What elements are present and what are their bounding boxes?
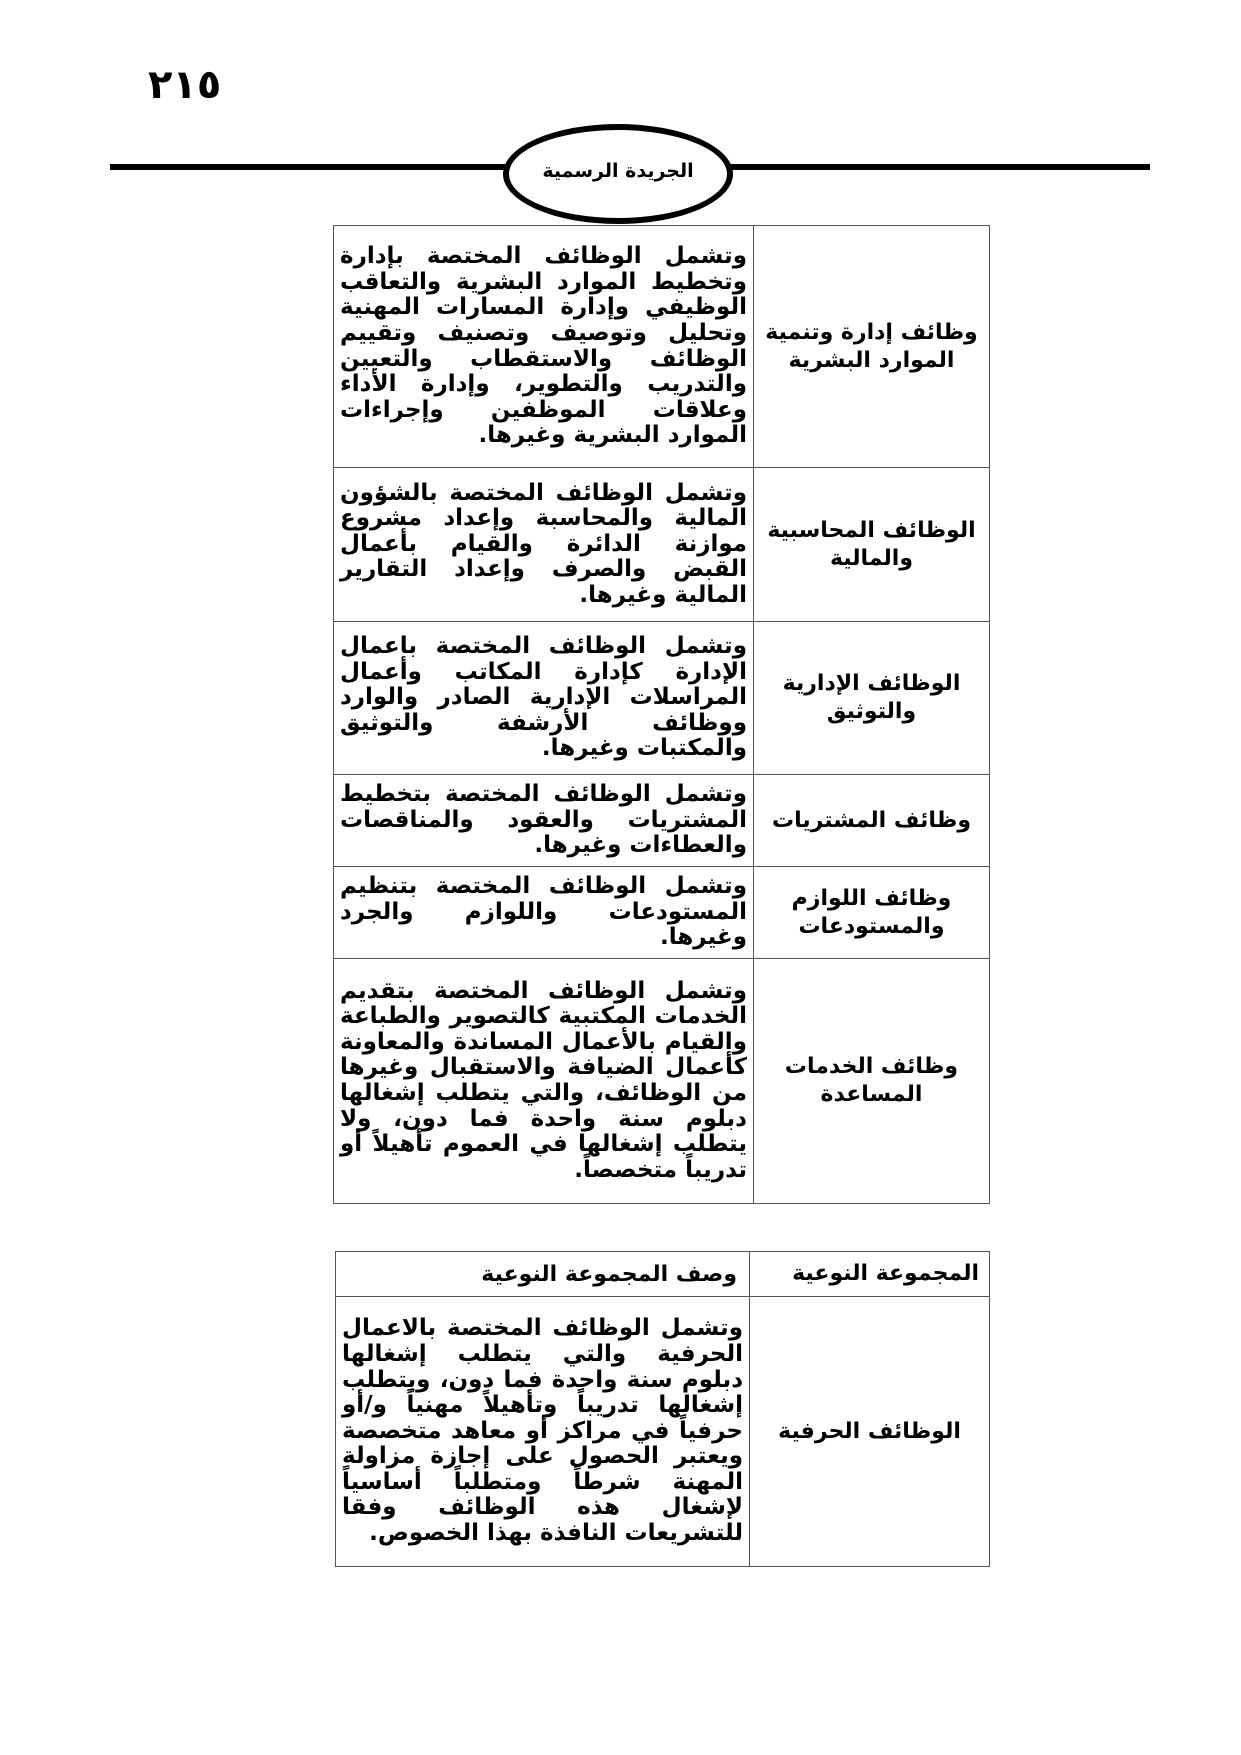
description-cell: وتشمل الوظائف المختصة بتخطيط المشتريات والعقود والمناقصات والعطاءات وغيرها.	[334, 775, 754, 867]
description-cell: وتشمل الوظائف المختصة بإدارة وتخطيط الموارد البشرية والتعاقب الوظيفي وإدارة المسارات المهنية وتحليل وتوصيف وتصنيف وتقييم الوظائف والاستقطاب والتعيين والتدريب والتطوير، وإدارة الأداء وعلاقات الموظفين وإجراءات الموارد البشرية وغيرها.	[334, 226, 754, 468]
table-header-row	[336, 1252, 990, 1297]
description-cell: وتشمل الوظائف المختصة بالاعمال الحرفية والتي يتطلب إشغالها دبلوم سنة واحدة فما دون، ويتطلب إشغالها تدريباً وتأهيلاً مهنياً و/أو حرفياً في مراكز أو معاهد متخصصة ويعتبر الحصول على إجازة مزاولة المهنة شرطاً ومتطلباً أساسياً لإشغال هذه الوظائف وفقا للتشريعات النافذة بهذا الخصوص.	[336, 1297, 750, 1567]
table-row	[334, 622, 990, 775]
table-row	[334, 468, 990, 622]
description-cell: وتشمل الوظائف المختصة بالشؤون المالية والمحاسبة وإعداد مشروع موازنة الدائرة والقيام بأعمال القبض والصرف وإعداد التقارير المالية وغيرها.	[334, 468, 754, 622]
description-cell: وتشمل الوظائف المختصة باعمال الإدارة كإدارة المكاتب وأعمال المراسلات الإدارية الصادر والوارد ووظائف الأرشفة والتوثيق والمكتبات وغيرها.	[334, 622, 754, 775]
category-cell: وظائف المشتريات	[754, 775, 990, 867]
gazette-title: الجريدة الرسمية	[542, 160, 694, 182]
table-row	[334, 226, 990, 468]
header-category: المجموعة النوعية	[750, 1252, 990, 1297]
table-row	[334, 775, 990, 867]
category-cell: الوظائف المحاسبية والمالية	[754, 468, 990, 622]
crafts-group-table	[335, 1251, 990, 1567]
table-row	[334, 959, 990, 1204]
category-cell: وظائف إدارة وتنمية الموارد البشرية	[754, 226, 990, 468]
category-cell: وظائف اللوازم والمستودعات	[754, 867, 990, 959]
job-groups-table	[333, 225, 990, 1204]
description-cell: وتشمل الوظائف المختصة بتقديم الخدمات المكتبية كالتصوير والطباعة والقيام بالأعمال المساندة والمعاونة كأعمال الضيافة والاستقبال وغيرها من الوظائف، والتي يتطلب إشغالها دبلوم سنة واحدة فما دون، ولا يتطلب إشغالها في العموم تأهيلاً أو تدريباً متخصصاً.	[334, 959, 754, 1204]
category-cell: وظائف الخدمات المساعدة	[754, 959, 990, 1204]
table-row	[334, 867, 990, 959]
category-cell: الوظائف الحرفية	[750, 1297, 990, 1567]
category-cell: الوظائف الإدارية والتوثيق	[754, 622, 990, 775]
table-row	[336, 1297, 990, 1567]
page-number: ٢١٥	[148, 62, 222, 108]
description-cell: وتشمل الوظائف المختصة بتنظيم المستودعات واللوازم والجرد وغيرها.	[334, 867, 754, 959]
header-description: وصف المجموعة النوعية	[336, 1252, 750, 1297]
header-oval	[503, 124, 733, 224]
